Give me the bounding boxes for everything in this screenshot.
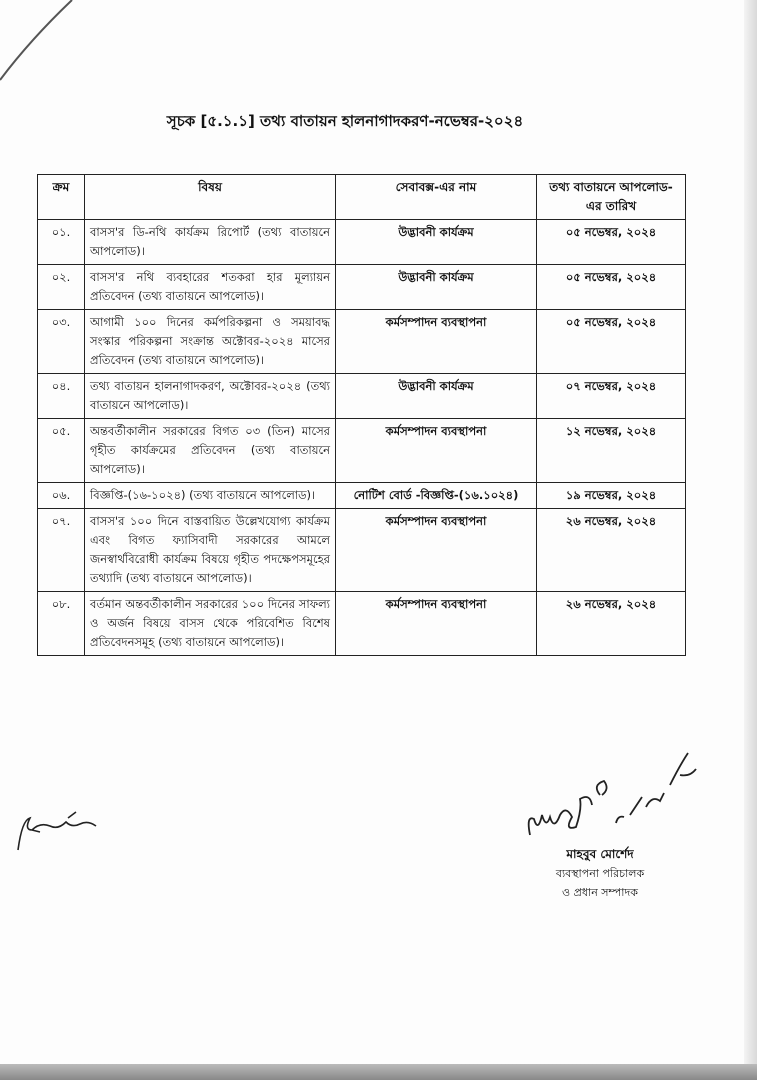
header-serial: ক্রম (38, 175, 85, 220)
serial-cell: ০১. (38, 220, 85, 265)
table-row (38, 310, 686, 374)
table-row (38, 220, 686, 265)
date-cell: ০৫ নভেম্বর, ২০২৪ (537, 220, 686, 265)
service-cell: কর্মসম্পাদন ব্যবস্থাপনা (336, 509, 537, 592)
table-row (38, 374, 686, 419)
date-cell: ১৯ নভেম্বর, ২০২৪ (537, 483, 686, 509)
date-cell: ২৬ নভেম্বর, ২০২৪ (537, 509, 686, 592)
subject-cell: বাসস'র ১০০ দিনে বাস্তবায়িত উল্লেখযোগ্য কার্যক্রম এবং বিগত ফ্যাসিবাদী সরকারের আমলে জনস্বার্থবিরোধী কার্যক্রম বিষয়ে গৃহীত পদক্ষেপসমূহের তথ্যাদি (তথ্য বাতায়নে আপলোড)। (85, 509, 336, 592)
scan-artifact-line (0, 0, 80, 90)
serial-cell: ০৬. (38, 483, 85, 509)
serial-cell: ০২. (38, 265, 85, 310)
subject-cell: বর্তমান অন্তবর্তীকালীন সরকারের ১০০ দিনের সাফল্য ও অর্জন বিষয়ে বাসস থেকে পরিবেশিত বিশেষ প্রতিবেদনসমূহ (তথ্য বাতায়নে আপলোড)। (85, 592, 336, 656)
handwritten-signature-right (520, 745, 710, 845)
subject-cell: আগামী ১০০ দিনের কর্মপরিকল্পনা ও সময়াবদ্ধ সংস্কার পরিকল্পনা সংক্রান্ত অক্টোবর-২০২৪ মাসের প্রতিবেদন (তথ্য বাতায়নে আপলোড)। (85, 310, 336, 374)
upload-table (37, 174, 686, 656)
date-cell: ২৬ নভেম্বর, ২০২৪ (537, 592, 686, 656)
date-cell: ০৫ নভেম্বর, ২০২৪ (537, 265, 686, 310)
subject-cell: বাসস'র নথি ব্যবহারের শতকরা হার মূল্যায়ন প্রতিবেদন (তথ্য বাতায়নে আপলোড)। (85, 265, 336, 310)
subject-cell: বাসস'র ডি-নথি কার্যক্রম রিপোর্ট (তথ্য বাতায়নে আপলোড)। (85, 220, 336, 265)
table-row (38, 592, 686, 656)
serial-cell: ০৫. (38, 419, 85, 483)
table-row (38, 509, 686, 592)
service-cell: উদ্ভাবনী কার্যক্রম (336, 265, 537, 310)
service-cell: নোটিশ বোর্ড -বিজ্ঞপ্তি-(১৬.১০২৪) (336, 483, 537, 509)
subject-cell: তথ্য বাতায়ন হালনাগাদকরণ, অক্টোবর-২০২৪ (তথ্য বাতায়নে আপলোড)। (85, 374, 336, 419)
service-cell: কর্মসম্পাদন ব্যবস্থাপনা (336, 419, 537, 483)
table-header-row (38, 175, 686, 220)
table-row (38, 483, 686, 509)
header-upload-date: তথ্য বাতায়নে আপলোড-এর তারিখ (537, 175, 686, 220)
serial-cell: ০৮. (38, 592, 85, 656)
page-title: সূচক [৫.১.১] তথ্য বাতায়ন হালনাগাদকরণ-নভেম্বর-২০২৪ (166, 112, 524, 130)
serial-cell: ০৭. (38, 509, 85, 592)
signatory-block (530, 845, 670, 902)
service-cell: উদ্ভাবনী কার্যক্রম (336, 374, 537, 419)
scan-edge-bottom (0, 1064, 757, 1080)
date-cell: ০৫ নভেম্বর, ২০২৪ (537, 310, 686, 374)
service-cell: কর্মসম্পাদন ব্যবস্থাপনা (336, 310, 537, 374)
handwritten-signature-left (10, 800, 120, 860)
signatory-designation-2: ও প্রধান সম্পাদক (562, 886, 638, 899)
table-row (38, 419, 686, 483)
header-subject: বিষয় (85, 175, 336, 220)
date-cell: ১২ নভেম্বর, ২০২৪ (537, 419, 686, 483)
signatory-name: মাহবুব মোর্শেদ (566, 847, 634, 861)
scan-edge-right (744, 0, 757, 1080)
serial-cell: ০৩. (38, 310, 85, 374)
header-service-box: সেবাবক্স-এর নাম (336, 175, 537, 220)
subject-cell: অন্তবর্তীকালীন সরকারের বিগত ০৩ (তিন) মাসের গৃহীত কার্যক্রমের প্রতিবেদন (তথ্য বাতায়নে আপলোড)। (85, 419, 336, 483)
date-cell: ০৭ নভেম্বর, ২০২৪ (537, 374, 686, 419)
subject-cell: বিজ্ঞপ্তি-(১৬-১০২৪) (তথ্য বাতায়নে আপলোড)। (85, 483, 336, 509)
serial-cell: ০৪. (38, 374, 85, 419)
service-cell: কর্মসম্পাদন ব্যবস্থাপনা (336, 592, 537, 656)
service-cell: উদ্ভাবনী কার্যক্রম (336, 220, 537, 265)
signatory-designation: ব্যবস্থাপনা পরিচালক (555, 867, 645, 880)
table-row (38, 265, 686, 310)
